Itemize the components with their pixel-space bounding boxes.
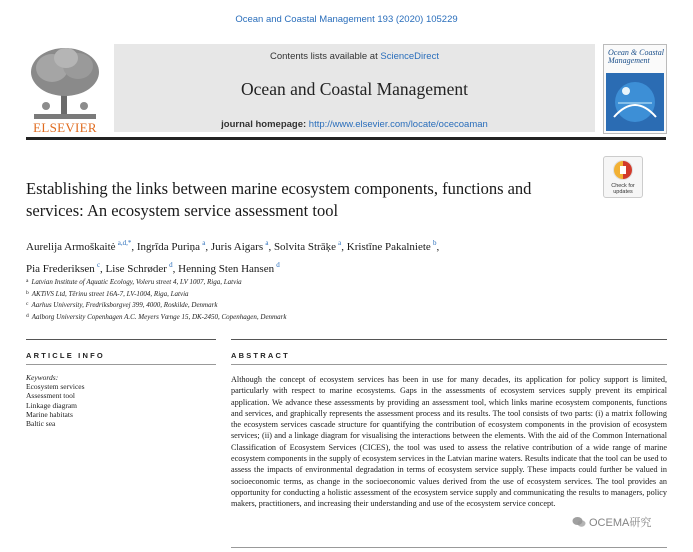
wechat-icon xyxy=(572,516,586,528)
author-name[interactable]: Solvita Strāķe xyxy=(273,241,336,253)
journal-title: Ocean and Coastal Management xyxy=(241,79,468,99)
author-affiliation-mark[interactable]: d xyxy=(276,261,280,269)
author-name[interactable]: Ingrīda Puriņa xyxy=(136,241,201,253)
contents-prefix: Contents lists available at xyxy=(270,51,381,62)
affiliation-item xyxy=(26,299,626,311)
keywords-label: Keywords: xyxy=(26,373,59,382)
affiliation-text: Aalborg University Copenhagen A.C. Meyers Vænge 15, DK-2450, Copenhagen, Denmark xyxy=(31,312,287,321)
check-updates-button[interactable] xyxy=(603,156,643,198)
check-updates-icon xyxy=(604,157,642,185)
author-name[interactable]: Aurelija Armoškaitė xyxy=(26,241,116,253)
affiliation-item xyxy=(26,311,626,323)
author-affiliation-mark[interactable]: a,d,* xyxy=(117,239,132,247)
affiliation-mark: a xyxy=(26,278,29,284)
author-name[interactable]: Henning Sten Hansen xyxy=(178,263,275,275)
header-divider xyxy=(26,137,666,140)
keywords-block xyxy=(26,373,216,428)
section-divider xyxy=(26,339,216,340)
homepage-line xyxy=(114,119,595,130)
author-affiliation-mark[interactable]: a xyxy=(202,239,206,247)
article-title: Establishing the links between marine ecosystem components, functions and services: An ecosystem service assessment tool xyxy=(26,179,532,220)
section-divider xyxy=(26,364,216,365)
author-name[interactable]: Kristīne Pakalniete xyxy=(346,241,431,253)
abstract-text: Although the concept of ecosystem services has been in use for many decades, its application for policy support is limited, particularly with respect to marine ecosystems. Gaps in the assessments of ecosystem services supply prevent its empirical application. We advance these assessments by providing an assessment tool, which links marine ecosystem components, functions and services, and graphically represents the assessment process and its results. The tool consists of two parts: (i) a matrix following the ecosystem services cascade structure for quantifying the contribution of ecosystem components in the provision of ecosystem services; (ii) and a linkage diagram for visualising the interactions between the elements. With the aid of the Common International Classification of Ecosystem Services (CICES), the tool was used to assess the relative contribution of a wide range of marine ecosystem components in the supply of ecosystem services in the Latvian marine waters. Results indicate that the tool can be used to assess the impacts of environmental degradation in terms of ecosystem service supply. These impacts could further be valued in socioeconomic terms, as change in the socioeconomic values derived from the use of ecosystem services. The tool provides an opportunity for conducting a holistic assessment of the ecosystem service supply and communicating the results to managers, policy makers, practitioners, and increasing their understanding and use of the ecosystem service concept. xyxy=(231,375,667,509)
bottom-divider xyxy=(231,547,667,548)
check-updates-label: Check for updates xyxy=(611,183,635,195)
cover-art-icon xyxy=(606,73,664,131)
keyword-item: Assessment tool xyxy=(26,391,75,401)
keyword-item: Ecosystem services xyxy=(26,382,85,392)
author-name[interactable]: Lise Schrøder xyxy=(105,263,167,275)
affiliation-list xyxy=(26,276,626,322)
affiliation-text: Aarhus University, Fredriksborgvej 399, 4000, Roskilde, Denmark xyxy=(31,301,218,309)
journal-cover[interactable] xyxy=(603,44,667,134)
author-affiliation-mark[interactable]: c xyxy=(96,261,101,269)
publisher-name: ELSEVIER xyxy=(33,120,97,135)
author-affiliation-mark[interactable]: a xyxy=(338,239,342,247)
article-info-heading: ARTICLE INFO xyxy=(26,351,105,360)
author-affiliation-mark[interactable]: b xyxy=(433,239,437,247)
affiliation-mark: c xyxy=(26,301,29,307)
homepage-link[interactable]: http://www.elsevier.com/locate/ocecoaman xyxy=(308,119,488,130)
author-name[interactable]: Juris Aigars xyxy=(210,241,264,253)
watermark-text: OCEMA研究 xyxy=(589,517,652,529)
affiliation-item xyxy=(26,288,626,300)
affiliation-text: AKTiVS Ltd, Tērinu street 16A-7, LV-1004, Riga, Latvia xyxy=(31,289,189,298)
section-divider xyxy=(231,364,667,365)
abstract-heading: ABSTRACT xyxy=(231,351,290,360)
journal-citation[interactable]: Ocean and Coastal Management 193 (2020) 105229 xyxy=(235,14,458,25)
affiliation-text: Latvian Institute of Aquatic Ecology, Voleru street 4, LV 1007, Riga, Latvia xyxy=(31,278,242,286)
affiliation-mark: d xyxy=(26,312,29,319)
author-name[interactable]: Pia Frederiksen xyxy=(26,263,95,275)
contents-line xyxy=(114,51,595,62)
author-affiliation-mark[interactable]: d xyxy=(169,261,173,269)
sciencedirect-link[interactable]: ScienceDirect xyxy=(380,51,439,62)
affiliation-mark: b xyxy=(26,289,29,296)
affiliation-item xyxy=(26,276,626,288)
watermark xyxy=(572,514,684,532)
cover-title: Ocean & Coastal Management xyxy=(608,48,664,65)
author-list: Aurelija Armoškaitė $^{a,d,*}$, Ingrīda Puriņa $^a$, Juris Aigars $^a$, Solvita Strāķe $^a$, Kristīne Pakalniete $^b$, Pia Frederiksen $^c$, Lise Schrøder $^d$, Henning Sten Hansen $^d$ xyxy=(26,239,440,275)
keyword-item: Baltic sea xyxy=(26,419,56,429)
keyword-item: Marine habitats xyxy=(26,409,73,419)
author-affiliation-mark[interactable]: a xyxy=(265,239,269,247)
keyword-item: Linkage diagram xyxy=(26,400,78,410)
section-divider xyxy=(231,339,667,340)
homepage-label: journal homepage: xyxy=(221,119,309,130)
